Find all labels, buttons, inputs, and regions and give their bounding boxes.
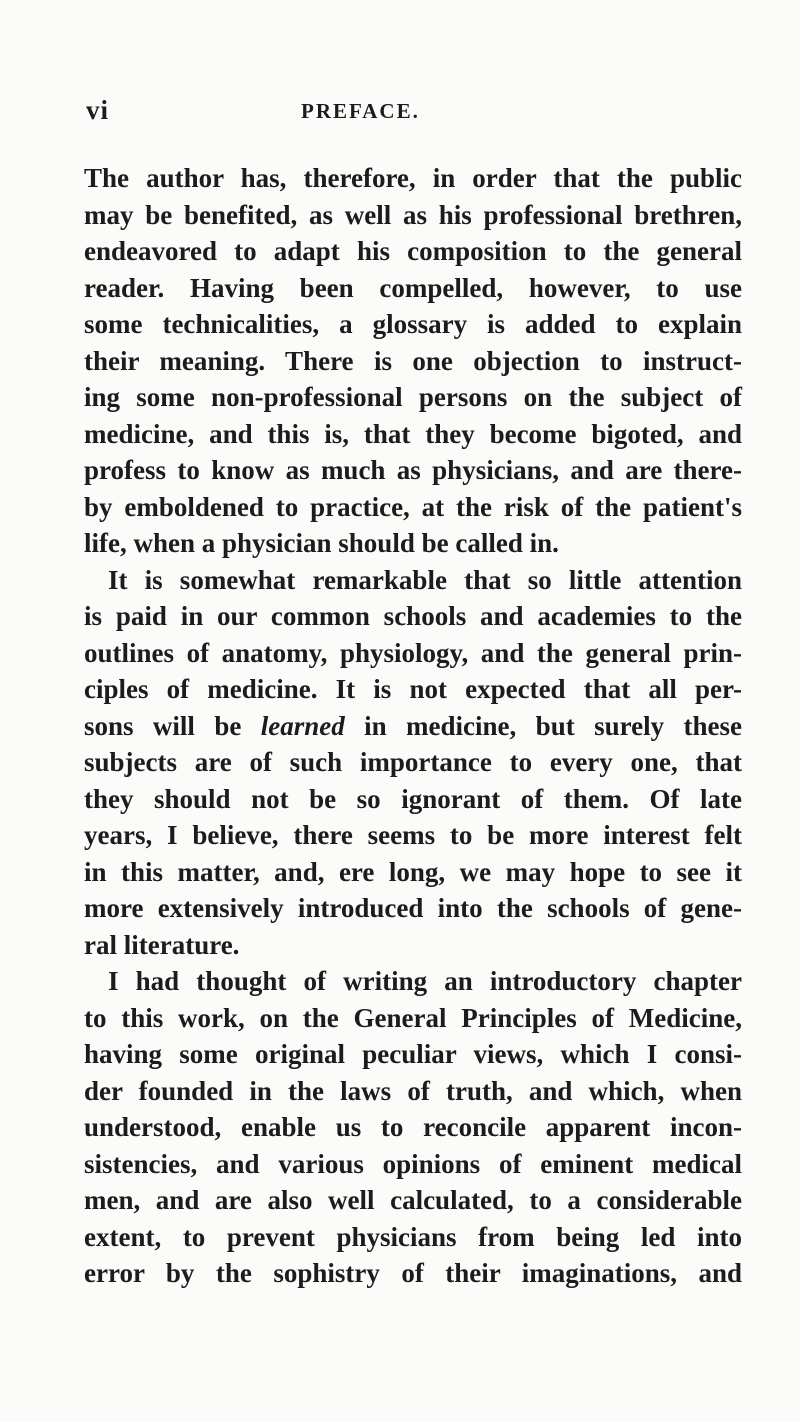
text-line: profess to know as much as physicians, and are there- — [84, 455, 742, 485]
text-line: outlines of anatomy, physiology, and the general prin- — [84, 637, 742, 668]
text-line: The author has, therefore, in order that the public — [84, 163, 742, 193]
text-line: ciples of medicine. It is not expected that all per- — [84, 674, 742, 704]
text-line: years, I believe, there seems to be more interest felt — [84, 820, 742, 850]
text-line: more extensively introduced into the schools of gene- — [84, 893, 742, 923]
text-line: ing some non-professional persons on the subject of — [84, 382, 742, 412]
page-number: vi — [86, 95, 110, 125]
text-line-with-emphasis — [84, 708, 742, 745]
text-line: I had thought of writing an introductory chapter — [108, 966, 742, 996]
running-head — [86, 95, 746, 129]
text-line: ral literature. — [84, 929, 240, 960]
text-line: life, when a physician should be called in. — [84, 528, 559, 558]
text-line: having some original peculiar views, which I consi- — [84, 1039, 742, 1069]
text-fragment: in medicine, but surely these — [344, 710, 742, 741]
paragraph-3 — [84, 963, 742, 1292]
text-line: sistencies, and various opinions of eminent medical — [84, 1148, 742, 1179]
text-line: understood, enable us to reconcile apparent incon- — [84, 1112, 742, 1142]
text-line: medicine, and this is, that they become bigoted, and — [84, 418, 742, 449]
text-line: extent, to prevent physicians from being led into — [84, 1221, 742, 1252]
italic-word: learned — [260, 710, 345, 741]
text-line: is paid in our common schools and academies to the — [84, 601, 742, 631]
text-line: subjects are of such importance to every one, that — [84, 747, 742, 777]
text-line: in this matter, and, ere long, we may hope to see it — [84, 856, 742, 887]
text-line: reader. Having been compelled, however, to use — [84, 272, 742, 303]
paragraph-2 — [84, 562, 742, 964]
text-line: endeavored to adapt his composition to the general — [84, 236, 742, 266]
text-line: error by the sophistry of their imaginations, and — [84, 1258, 742, 1288]
text-line: their meaning. There is one objection to instruct- — [84, 345, 742, 376]
running-title: PREFACE. — [301, 99, 420, 123]
text-line: some technicalities, a glossary is added to explain — [84, 309, 742, 339]
text-line: to this work, on the General Principles of Medicine, — [84, 1002, 742, 1033]
paragraph-1 — [84, 160, 742, 562]
text-line: they should not be so ignorant of them. Of late — [84, 783, 742, 814]
body-text — [84, 160, 742, 1292]
text-line: It is somewhat remarkable that so little attention — [108, 564, 742, 595]
text-line: der founded in the laws of truth, and which, when — [84, 1075, 742, 1106]
text-line: may be benefited, as well as his professional brethren, — [84, 199, 742, 230]
text-line: men, and are also well calculated, to a considerable — [84, 1185, 742, 1215]
text-fragment: sons will be — [84, 710, 261, 741]
text-line: by emboldened to practice, at the risk of the patient's — [84, 491, 742, 522]
